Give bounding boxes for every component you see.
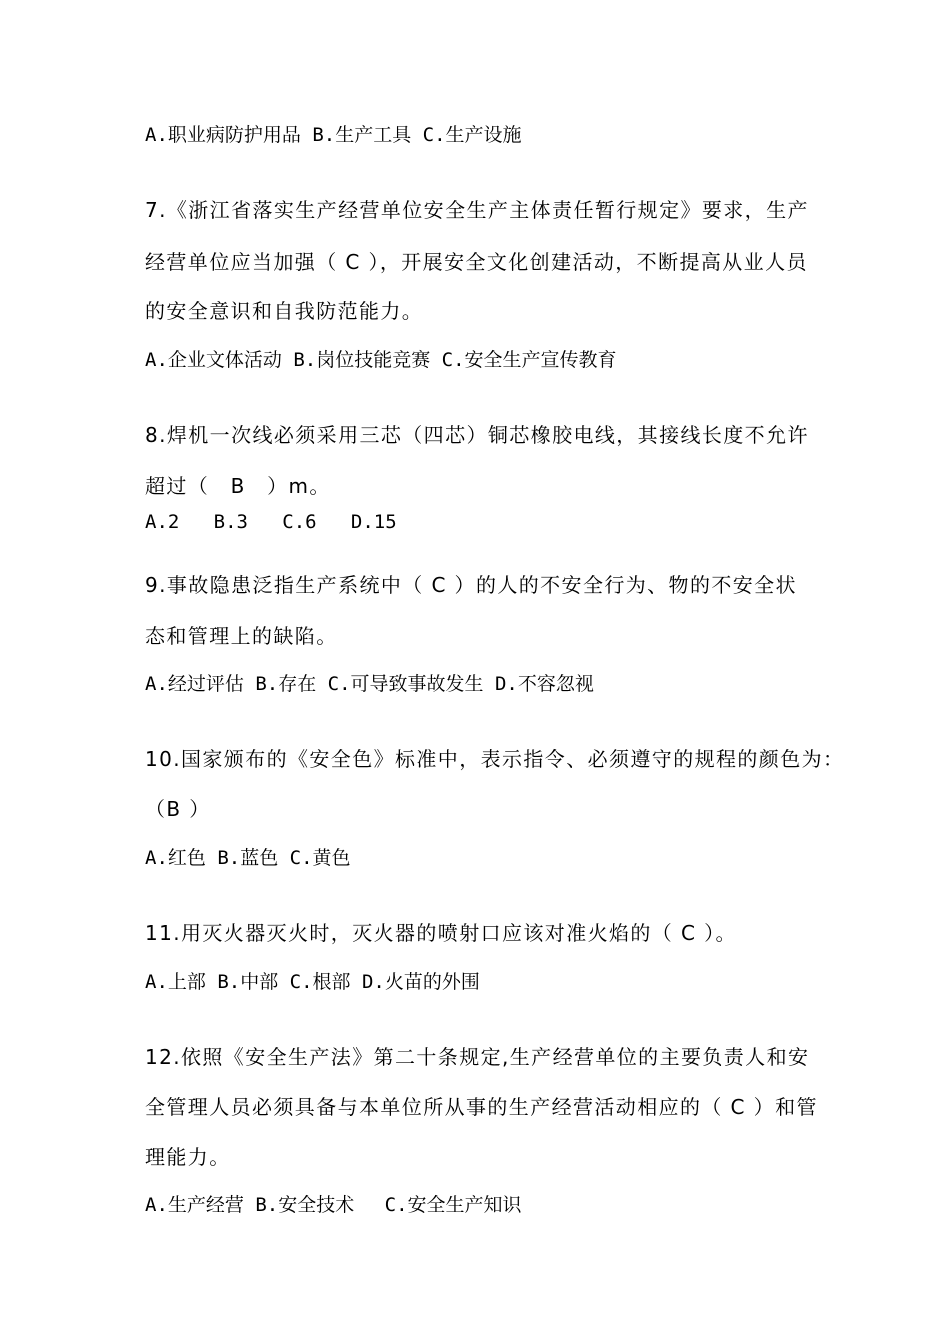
q7-text-line-1: 7.《浙江省落实生产经营单位安全生产主体责任暂行规定》要求，生产: [145, 198, 809, 222]
q12-options: A.生产经营 B.安全技术 C.安全生产知识: [145, 1194, 522, 1216]
q10-text-line-1: 10.国家颁布的《安全色》标准中，表示指令、必须遵守的规程的颜色为：: [145, 747, 845, 771]
q12-text-line-3: 理能力。: [145, 1145, 231, 1169]
q11-text: 11.用灭火器灭火时，灭火器的喷射口应该对准火焰的（ C ）。: [145, 921, 737, 945]
q11-options: A.上部 B.中部 C.根部 D.火苗的外围: [145, 971, 480, 993]
q12-text-line-2: 全管理人员必须具备与本单位所从事的生产经营活动相应的（ C ）和管: [145, 1095, 818, 1119]
q6-options: A.职业病防护用品 B.生产工具 C.生产设施: [145, 124, 522, 146]
q9-text-line-1: 9.事故隐患泛指生产系统中（ C ）的人的不安全行为、物的不安全状: [145, 573, 797, 597]
q7-options: A.企业文体活动 B.岗位技能竞赛 C.安全生产宣传教育: [145, 349, 617, 371]
q7-text-line-2: 经营单位应当加强（ C ），开展安全文化创建活动，不断提高从业人员: [145, 250, 808, 274]
q8-options: A.2 B.3 C.6 D.15: [145, 511, 397, 533]
q12-text-line-1: 12.依照《安全生产法》第二十条规定,生产经营单位的主要负责人和安: [145, 1045, 810, 1069]
q8-text-line-1: 8.焊机一次线必须采用三芯（四芯）铜芯橡胶电线，其接线长度不允许: [145, 423, 809, 447]
q9-options: A.经过评估 B.存在 C.可导致事故发生 D.不容忽视: [145, 673, 594, 695]
q8-text-line-2: 超过（ B ）m。: [145, 474, 331, 498]
q9-text-line-2: 态和管理上的缺陷。: [145, 624, 338, 648]
q10-options: A.红色 B.蓝色 C.黄色: [145, 847, 351, 869]
q10-text-line-2: （B ）: [145, 797, 211, 821]
q7-text-line-3: 的安全意识和自我防范能力。: [145, 299, 424, 323]
